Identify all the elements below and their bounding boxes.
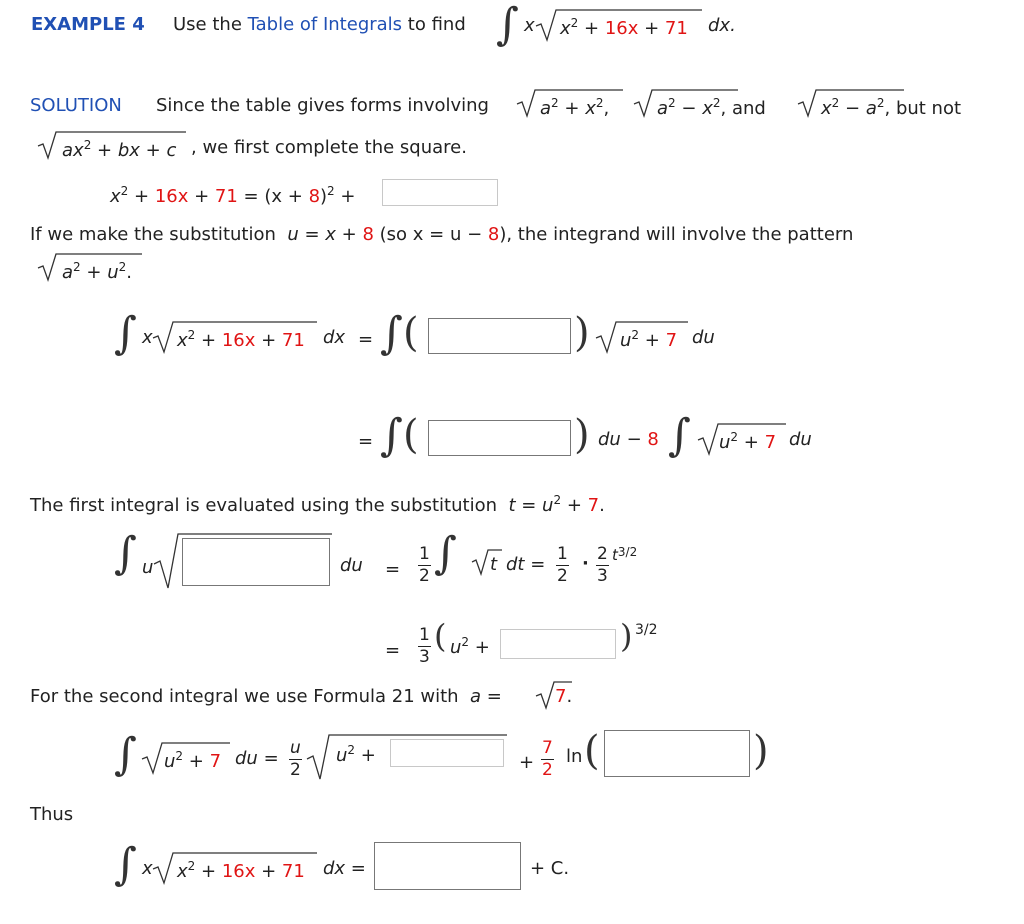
first-integral-result-input[interactable] [500,629,616,659]
open-paren: ( [584,728,600,774]
radical-sign [470,548,504,578]
first-integral-equals: = [385,559,401,580]
integral-sign: ∫ [114,729,137,780]
fraction-two-thirds: $\frac{2}{3}$ [597,544,608,586]
ln-text: ln [566,746,583,767]
intro-text [173,16,466,34]
integrand-x: x [524,15,535,36]
exp-three-halves: 3/2 [635,622,658,638]
open-paren: ( [434,617,447,655]
form-a2-minus-x2: $a^2 - x^2$, and [657,96,766,119]
header-dx: dx. [708,15,736,36]
intro-use: Use the [173,14,242,35]
fraction-u-over-2: $\frac{u}{2}$ [289,738,301,780]
first-integral-radicand-input[interactable] [182,538,330,586]
integral2-du-minus-8: du − 8 [598,429,659,450]
integral-sign: ∫ [668,410,691,461]
integral1-radicand: $x^2 + 16x + 71$ [177,328,305,351]
integral1-dx: dx [323,327,346,348]
second-integral-radicand-input[interactable] [390,739,504,767]
complete-square-answer-input[interactable] [382,179,498,206]
integral-sign: ∫ [434,528,457,579]
second-integral-u2-plus-7: $u^2 + 7$ [164,749,222,772]
second-integral-u2-plus: $u^2$ + [336,743,376,766]
first-integral-u2-plus: $u^2$ + [450,635,490,658]
fraction-one-third: $\frac{1}{3}$ [419,625,430,667]
integral-sign: ∫ [380,410,403,461]
fraction-one-half: $\frac{1}{2}$ [557,544,568,586]
integral-sign: ∫ [496,0,519,50]
thus-label: Thus [30,804,74,825]
integrand-x: x [142,327,153,348]
form-x2-minus-a2: $x^2 - a^2$, but not [821,96,962,119]
integral-sign: ∫ [114,308,137,359]
solution-label: SOLUTION [30,95,122,116]
thus-dx-eq: dx = [323,858,366,879]
close-paren: ) [753,728,769,774]
a-sqrt-7: 7. [555,686,573,707]
integral-sign: ∫ [380,308,403,359]
t-three-halves: $t^{3/2}$ [612,545,638,564]
form-quadratic: $ax^2$ + bx + c [62,138,177,161]
integrand-x: x [142,858,153,879]
open-paren: ( [403,310,419,356]
solution-text-2: , we first complete the square. [191,137,467,158]
integral2-u2-plus-7: $u^2 + 7$ [719,430,777,453]
integral2-du2: du [789,429,812,450]
solution-text: Since the table gives forms involving [156,95,489,116]
thus-radicand: $x^2 + 16x + 71$ [177,859,305,882]
fraction-one-half: $\frac{1}{2}$ [419,544,430,586]
table-of-integrals-link[interactable]: Table of Integrals [247,14,403,35]
integral1-answer-input[interactable] [428,318,571,354]
close-paren: ) [574,310,590,356]
dot-operator: · [582,553,589,574]
second-integral-text: For the second integral we use Formula 21 with a = [30,686,502,707]
fraction-seven-halves: $\frac{7}{2}$ [542,738,553,780]
first-integral-u: u [142,557,154,578]
example-label: EXAMPLE 4 [31,14,145,35]
integral1-equals: = [358,329,374,350]
plus-sign: + [519,752,535,773]
integral1-du: du [692,327,715,348]
close-paren: ) [574,412,590,458]
integral1-u2-plus-7: $u^2 + 7$ [620,328,678,351]
integral-sign: ∫ [114,839,137,890]
intro-to-find: to find [407,14,466,35]
integral2-answer-input[interactable] [428,420,571,456]
close-paren: ) [620,617,633,655]
complete-square-equation: $x^2 + 16x + 71 = (x + 8)^2$ + [110,184,356,207]
integral2-equals: = [358,431,374,452]
first-integral-text: The first integral is evaluated using the substitution $t = u^2 + 7$. [30,493,605,516]
sqrt-t: t [490,554,498,575]
dt-equals: dt = [506,554,546,575]
header-radicand: $x^2 + 16x + 71$ [560,16,688,39]
integral-sign: ∫ [114,528,137,579]
form-a2-plus-x2: $a^2 + x^2$, [540,96,610,119]
second-integral-ln-input[interactable] [604,730,750,777]
plus-c: + C. [530,858,570,879]
final-answer-input[interactable] [374,842,521,890]
first-integral-equals-2: = [385,640,401,661]
first-integral-du: du [340,555,363,576]
second-integral-du-eq: du = [235,748,279,769]
open-paren: ( [403,412,419,458]
pattern-a2-plus-u2: $a^2 + u^2$. [62,260,132,283]
substitution-text: If we make the substitution u = x + 8 (so x = u − 8), the integrand will involve the pattern [30,224,854,245]
